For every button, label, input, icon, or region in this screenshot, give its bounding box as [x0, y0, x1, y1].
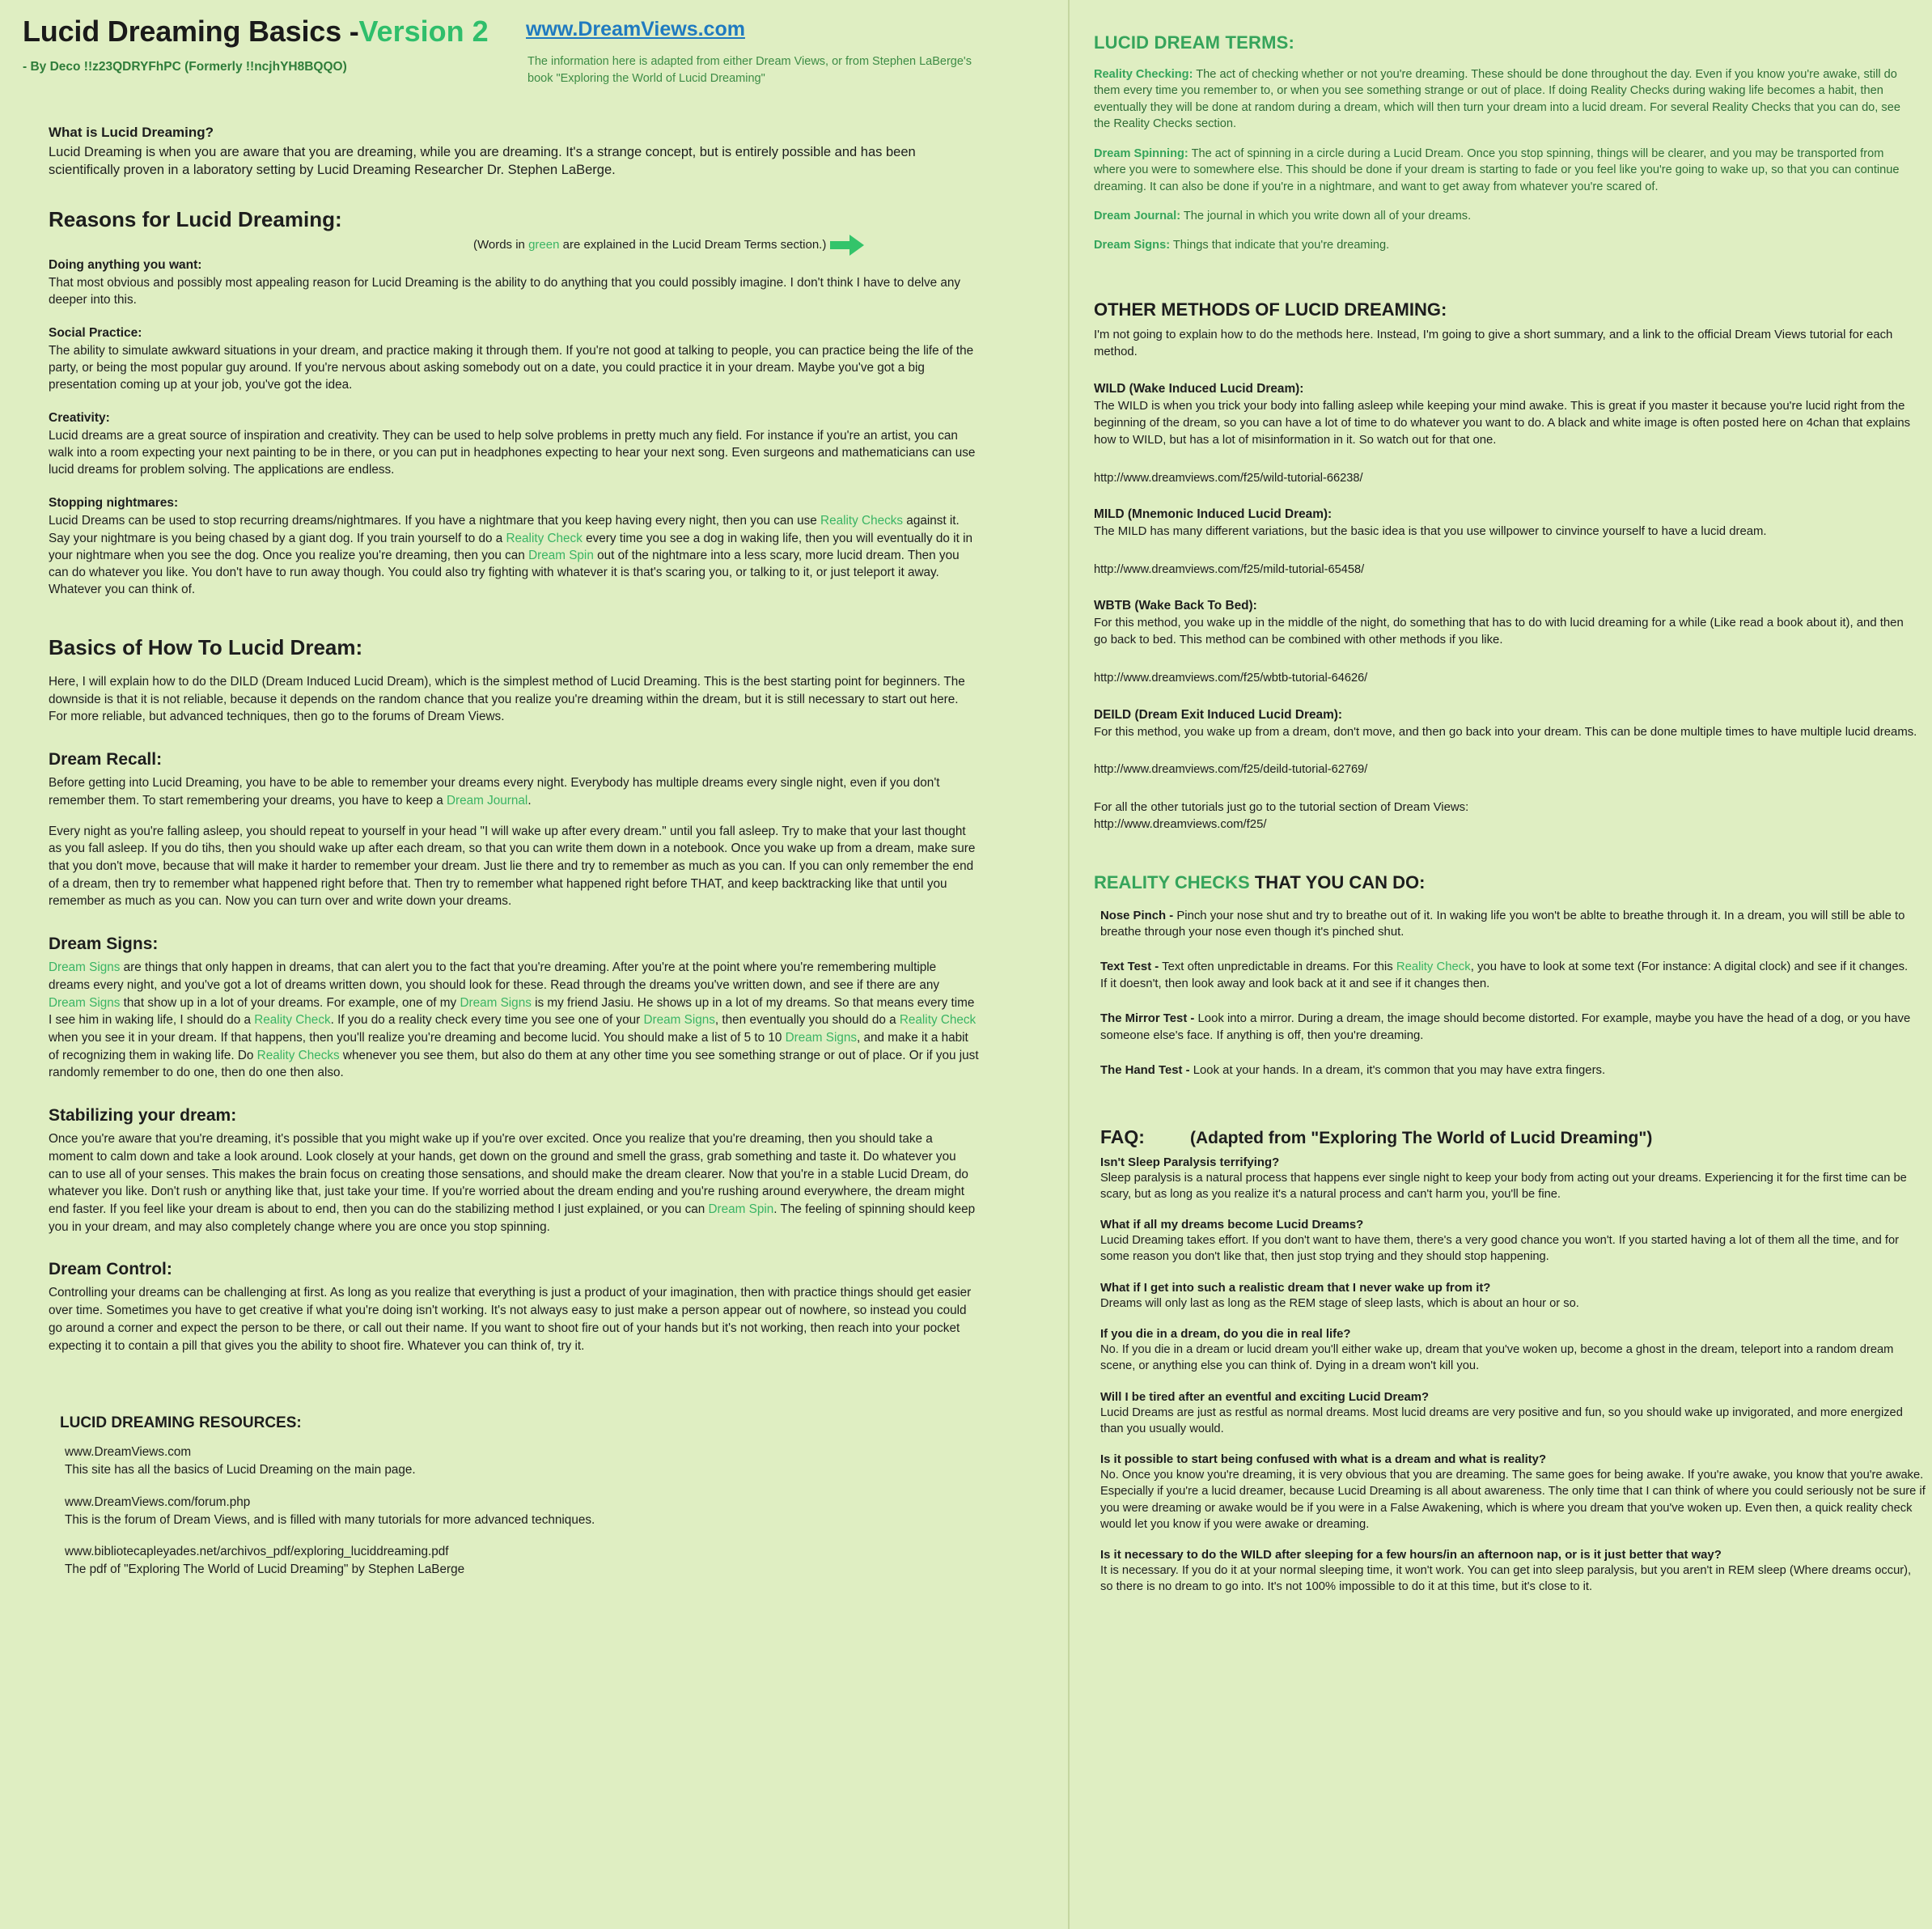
term-link: Reality Checks — [820, 514, 904, 528]
other-methods-heading: OTHER METHODS OF LUCID DREAMING: — [1094, 299, 1447, 320]
rc-text: Pinch your nose shut and try to breathe out of it. In waking life you won't be ablte to breathe through it. In a dream, you will still be able to breathe through your nose even though it's pinched shut. — [1100, 909, 1905, 939]
method-title: DEILD (Dream Exit Induced Lucid Dream): — [1094, 707, 1343, 722]
rc-name: Text Test - — [1100, 960, 1159, 974]
term-def: The act of checking whether or not you're dreaming. These should be done throughout the day. Even if you know you're awake, still do them every time you remember to, or when you see something strange or out of place. If doing Reality Checks during waking life becomes a habit, then eventually they will be done at random during a dream, which will then turn your dream into a lucid dream. For several Reality Checks that you can do, see the Reality Checks section. — [1094, 68, 1900, 131]
faq-answer: Lucid Dreaming takes effort. If you don't want to have them, there's a very good chance you won't. If you started having a lot of them all the time, and for some reason you don't like that, then just stop trying and they should stop happening. — [1100, 1234, 1900, 1264]
dream-signs-heading: Dream Signs: — [49, 935, 159, 954]
term-dream-journal — [1094, 208, 1919, 224]
reality-check-nose-pinch — [1100, 908, 1917, 942]
faq-item — [1100, 1391, 1926, 1438]
term-link: Dream Signs — [49, 995, 121, 1010]
reason-creativity — [49, 411, 979, 478]
term-link: Dream Spin — [528, 548, 594, 562]
term-name: Dream Journal: — [1094, 209, 1181, 223]
other-methods-intro: I'm not going to explain how to do the methods here. Instead, I'm going to give a short summary, and a link to the official Dream Views tutorial for each method. — [1094, 328, 1893, 358]
method-body: For this method, you wake up from a dream, don't move, and then go back into your dream. This can be done multiple times to have multiple lucid dreams. — [1094, 725, 1917, 739]
term-link: Reality Check — [1396, 960, 1471, 974]
stabilizing-body — [49, 1130, 979, 1236]
text-seg: Lucid Dreams can be used to stop recurring dreams/nightmares. If you have a nightmare that you keep having every night, then you can use — [49, 514, 821, 528]
method-title: WILD (Wake Induced Lucid Dream): — [1094, 382, 1304, 396]
faq-question: Will I be tired after an eventful and exciting Lucid Dream? — [1100, 1390, 1430, 1404]
faq-question: Is it possible to start being confused with what is a dream and what is reality? — [1100, 1453, 1547, 1467]
term-link: Reality Check — [506, 531, 583, 545]
text-seg: out of the nightmare into a less scary, more lucid dream. Then you can do whatever you like. You don't have to run away though. You could also try fighting with whatever it is that's scaring you, or talking to it, or just teleport it away. Whatever you can think of. — [49, 548, 960, 596]
term-link: Reality Check — [899, 1013, 977, 1028]
all-tutorials-note — [1094, 799, 1919, 833]
faq-answer: Dreams will only last as long as the REM stage of sleep lasts, which is about an hour or so. — [1100, 1296, 1579, 1310]
method-body: For this method, you wake up in the middle of the night, do something that has to do with lucid dreaming for a while (Like read a book about it), and then go back to bed. This method can be combined with other methods if you like. — [1094, 617, 1904, 647]
what-is-body: Lucid Dreaming is when you are aware that you are dreaming, while you are dreaming. It's a strange concept, but is entirely possible and has been scientifically proven in a laboratory setting by Lucid Dreaming Researcher Dr. Stephen LaBerge. — [49, 145, 916, 178]
reason-body: Lucid dreams are a great source of inspiration and creativity. They can be used to help solve problems in pretty much any field. For instance if you're an artist, you can walk into a room expecting your next painting to be in there, or you can put in headphones expecting to hear your next song. Even surgeons and mathematicians can use lucid dreams for problem solving. The applications are endless. — [49, 429, 976, 477]
resource-item — [65, 1494, 1049, 1528]
faq-answer: No. If you die in a dream or lucid dream you'll either wake up, dream that you've woken up, become a ghost in the dream, teleport into a random dream scene, or anything else you can think of. Dying in a dream won't kill you. — [1100, 1342, 1894, 1373]
term-def: Things that indicate that you're dreaming. — [1172, 239, 1390, 252]
term-link: Dream Spin — [708, 1202, 774, 1217]
reason-body: That most obvious and possibly most appealing reason for Lucid Dreaming is the ability to do anything that you could possibly imagine. I don't think I have to delve any deeper into this. — [49, 275, 961, 307]
resources-heading: LUCID DREAMING RESOURCES: — [60, 1414, 302, 1432]
byline: - By Deco !!z23QDRYFhPC (Formerly !!ncjhYH8BQQO) — [23, 60, 347, 74]
reality-check-text-test — [1100, 959, 1917, 993]
faq-subtitle: (Adapted from "Exploring The World of Lucid Dreaming") — [1189, 1128, 1653, 1147]
reason-body: The ability to simulate awkward situations in your dream, and practice making it through them. If you're not good at talking to people, you can practice being the life of the party, or being the most popular guy around. If you're nervous about asking somebody out on a date, you could practice it in your dream. Maybe you've got a big presentation coming up at your job, you've got the idea. — [49, 343, 974, 392]
faq-item — [1100, 1219, 1926, 1266]
text-seg: every time you see a dog in waking life, then you will eventually do it in your nightmare when you see the dog. Once you realize you're dreaming, then you can — [49, 531, 972, 562]
right-column — [1068, 0, 1932, 1929]
text-seg: when you see it in your dream. If that happens, then you'll realize you're dreaming and become lucid. You should make a list of 5 to 10 — [49, 1031, 786, 1045]
resource-url[interactable]: www.DreamViews.com/forum.php — [65, 1494, 251, 1509]
faq-answer: Lucid Dreams are just as restful as normal dreams. Most lucid dreams are very positive and fun, so you should wake up invigorated, and more energized than you usually would. — [1100, 1405, 1903, 1435]
method-wild — [1094, 382, 1919, 486]
rc-name: Nose Pinch - — [1100, 909, 1174, 922]
text-seg: , and make it a habit of recognizing them in waking life. Do — [49, 1031, 968, 1062]
faq-item — [1100, 1156, 1926, 1203]
faq-question: Isn't Sleep Paralysis terrifying? — [1100, 1155, 1280, 1169]
reality-checks-rest: THAT YOU CAN DO: — [1249, 871, 1426, 892]
term-name: Dream Spinning: — [1094, 146, 1188, 160]
resource-item — [65, 1543, 1049, 1578]
what-is-block — [49, 125, 979, 180]
resource-desc: This site has all the basics of Lucid Dreaming on the main page. — [65, 1463, 416, 1477]
reality-check-hand-test — [1100, 1062, 1917, 1079]
text-seg: . The feeling of spinning should keep you in your dream, and may also completely change where you are once you stop spinning. — [49, 1202, 976, 1234]
faq-answer: No. Once you know you're dreaming, it is very obvious that you are dreaming. The same goes for being awake. If you're awake, you know that you're awake. Especially if you're a lucid dreamer, because Lucid Dreaming is all about awareness. The only time that I can think of where you could seriously not be sure if you were dreaming or awake would be if you were in a False Awakening, which is where you dream that you've woken up. Even then, a quick reality check would let you know if you were awake or dreaming. — [1100, 1469, 1926, 1531]
dream-control-heading: Dream Control: — [49, 1260, 172, 1279]
text-seg: are things that only happen in dreams, that can alert you to the fact that you're dreaming. After you're at the point where you're remembering multiple dreams every night, and you've got a lot of dreams written down, you should look for these. Read through the dreams you've written down, and see if there are any — [49, 960, 940, 992]
method-url[interactable]: http://www.dreamviews.com/f25/deild-tutorial-62769/ — [1094, 763, 1368, 777]
reason-stopping-nightmares — [49, 496, 979, 598]
text-seg: is my friend Jasiu. He shows up in a lot of my dreams. So that means every time I see him in waking life, I should do a — [49, 995, 975, 1028]
term-dream-signs — [1094, 237, 1919, 253]
term-link: Dream Signs — [785, 1031, 858, 1045]
method-body: The MILD has many different variations, but the basic idea is that you use willpower to cinvince yourself to have a lucid dream. — [1094, 525, 1767, 539]
reason-title: Doing anything you want: — [49, 257, 202, 272]
term-def: The journal in which you write down all of your dreams. — [1183, 209, 1472, 223]
reason-title: Social Practice: — [49, 325, 142, 340]
all-tutorials-line1: For all the other tutorials just go to the tutorial section of Dream Views: — [1094, 800, 1469, 814]
method-mild — [1094, 507, 1919, 578]
reality-checks-heading — [1094, 872, 1911, 893]
method-body: The WILD is when you trick your body into falling asleep while keeping your mind awake. This is great if you master it because you're lucid right from the beginning of the dream, so you can have a lot of time to do whatever you want to do. A black and white image is often posted here on 4chan that explains how to WILD, but has a lot of misinformation in it. So watch out for that one. — [1094, 400, 1911, 447]
rc-text: Look into a mirror. During a dream, the image should become distorted. For example, maybe you have the head of a dog, or you have someone else's face. If anything is off, then you're dreaming. — [1100, 1011, 1911, 1042]
title-main-text: Lucid Dreaming Basics - — [23, 15, 359, 48]
term-link: Dream Signs — [49, 960, 121, 975]
green-note-pre: (Words in — [473, 237, 529, 252]
method-url[interactable]: http://www.dreamviews.com/f25/mild-tutorial-65458/ — [1094, 562, 1365, 576]
rc-text: , you have to look at some text (For instance: A digital clock) and see if it changes. If it doesn't, then look away and look back at it and see if it changes then. — [1100, 960, 1909, 991]
lucid-dream-terms-heading: LUCID DREAM TERMS: — [1094, 32, 1295, 53]
method-title: WBTB (Wake Back To Bed): — [1094, 599, 1257, 613]
method-wbtb — [1094, 599, 1919, 686]
dreamviews-link[interactable]: www.DreamViews.com — [526, 18, 745, 40]
rc-text: Text often unpredictable in dreams. For this — [1159, 960, 1396, 974]
faq-question: If you die in a dream, do you die in real life? — [1100, 1327, 1351, 1341]
resource-desc: The pdf of "Exploring The World of Lucid Dreaming" by Stephen LaBerge — [65, 1562, 465, 1576]
faq-item — [1100, 1549, 1926, 1596]
reality-check-mirror-test — [1100, 1011, 1917, 1045]
green-words-note — [473, 235, 864, 256]
faq-question: What if all my dreams become Lucid Dreams? — [1100, 1219, 1364, 1232]
dream-recall-p2: Every night as you're falling asleep, you should repeat to yourself in your head "I will wake up after every dream." until you fall asleep. Try to make that your last thought as you fall asleep. If you do tihs, then you should wake up after each dream, so that you can write them down in a notebook. Once you wake up from a dream, make sure that you don't move, because that will make it harder to remember your dream. Just lie there and try to remember as much as you can. If you can only remember the end of a dream, then try to remember what happened right before that. Then try to remember what happened right before THAT, and keep backtracking like that until you remember as much as you can. Now you can turn over and write down your dreams. — [49, 824, 976, 909]
term-link: Reality Checks — [256, 1048, 340, 1062]
term-link: Reality Check — [254, 1013, 331, 1028]
faq-answer: Sleep paralysis is a natural process that happens ever single night to keep your body from acting out your dreams. Experiencing it for the first time can be scary, but as long as you realize it's a natural process and can't harm you, you'll be fine. — [1100, 1171, 1907, 1201]
resource-url[interactable]: www.DreamViews.com — [65, 1445, 192, 1460]
text-seg: . — [527, 793, 532, 808]
faq-item — [1100, 1328, 1926, 1375]
rc-text: Look at your hands. In a dream, it's common that you may have extra fingers. — [1189, 1063, 1606, 1077]
dream-recall-heading: Dream Recall: — [49, 750, 163, 769]
faq-question: Is it necessary to do the WILD after sleeping for a few hours/in an afternoon nap, or is it just better that way? — [1100, 1549, 1722, 1562]
resource-desc: This is the forum of Dream Views, and is filled with many tutorials for more advanced techniques. — [65, 1512, 595, 1527]
text-seg: against it. Say your nightmare is you being chased by a giant dog. If you train yourself to do a — [49, 514, 960, 545]
term-name: Reality Checking: — [1094, 68, 1193, 81]
stabilizing-heading: Stabilizing your dream: — [49, 1106, 237, 1126]
rc-name: The Hand Test - — [1100, 1063, 1190, 1077]
resource-item — [65, 1444, 1049, 1478]
method-deild — [1094, 708, 1919, 778]
dream-control-body: Controlling your dreams can be challenging at first. As long as you realize that everything is just a product of your imagination, then with practice things should get easier over time. Sometimes you have to get creative if what you're doing isn't working. It's not always easy to just make a person appear out of nowhere, so instead you could go around a corner and expect the person to be there, or call out their name. If you want to shoot fire out of your hands but it's not working, then reach into your pocket expecting it to contain a pill that gives you the ability to shoot fire. Whatever you can think of, try it. — [49, 1286, 972, 1353]
green-note-word: green — [528, 237, 560, 252]
reason-title: Creativity: — [49, 411, 110, 426]
title-version-text: Version 2 — [358, 15, 489, 48]
term-reality-checking — [1094, 66, 1919, 133]
faq-title: FAQ: — [1100, 1126, 1145, 1147]
basics-heading: Basics of How To Lucid Dream: — [49, 634, 363, 659]
reality-checks-accent: REALITY CHECKS — [1094, 871, 1250, 892]
method-url[interactable]: http://www.dreamviews.com/f25/wbtb-tutorial-64626/ — [1094, 672, 1368, 685]
term-link: Dream Signs — [460, 995, 532, 1010]
term-link: Dream Journal — [447, 793, 528, 808]
faq-item — [1100, 1282, 1926, 1312]
text-seg: . If you do a reality check every time you see one of your — [330, 1013, 644, 1028]
term-dream-spinning — [1094, 146, 1919, 195]
reason-social-practice — [49, 326, 979, 393]
term-name: Dream Signs: — [1094, 239, 1171, 252]
resource-url[interactable]: www.bibliotecapleyades.net/archivos_pdf/exploring_luciddreaming.pdf — [65, 1545, 449, 1559]
text-seg: that show up in a lot of your dreams. For example, one of my — [120, 995, 460, 1010]
text-seg: Once you're aware that you're dreaming, it's possible that you might wake up if you're over excited. Once you realize that you're dreaming, then you should take a moment to calm down and take a look around. Look closely at your hands, get down on the ground and smell the grass, grab something and taste it. Do whatever you can to use all of your senses. This makes the brain focus on creating those sensations, and should make the dream clearer. Now that you're in a stable Lucid Dream, do whatever you like. Don't rush or anything like that, just take your time. If you're worried about the dream ending and you're rushing around everywhere, the dream might end faster. If you feel like your dream is about to end, then you can do the stabilizing method I just explained, or you can — [49, 1132, 968, 1217]
reason-doing-anything — [49, 258, 979, 308]
reason-body — [49, 512, 979, 598]
reason-title: Stopping nightmares: — [49, 496, 179, 511]
basics-body: Here, I will explain how to do the DILD (Dream Induced Lucid Dream), which is the simplest method of Lucid Dreaming. This is the best starting point for beginners. The downside is that it is not reliable, because it depends on the random chance that you realize you're dreaming within the dream, but it is still necessary to start out here. For more reliable, but advanced techniques, then go to the forums of Dream Views. — [49, 674, 965, 724]
green-note-post: are explained in the Lucid Dream Terms section.) — [559, 237, 827, 252]
right-arrow-icon — [830, 238, 864, 252]
dream-recall-p1 — [49, 774, 979, 809]
text-seg: whenever you see them, but also do them at any other time you see something strange or out of place. Or if you just randomly remember to do one, then do one then also. — [49, 1048, 979, 1080]
rc-name: The Mirror Test - — [1100, 1011, 1195, 1025]
reasons-heading: Reasons for Lucid Dreaming: — [49, 206, 342, 231]
faq-item — [1100, 1453, 1926, 1533]
method-url[interactable]: http://www.dreamviews.com/f25/wild-tutorial-66238/ — [1094, 471, 1363, 485]
dream-signs-body — [49, 959, 979, 1082]
term-link: Dream Signs — [643, 1013, 715, 1028]
term-def: The act of spinning in a circle during a Lucid Dream. Once you stop spinning, things will be clearer, and you may be transported from where you were to somewhere else. This should be done if your dream is starting to fade or you feel like you're going to wake up, so that you can continue dreaming. It can also be done if you're in a nightmare, and want to get away from whatever you're scared of. — [1094, 146, 1900, 193]
text-seg: Before getting into Lucid Dreaming, you have to be able to remember your dreams every night. Everybody has multiple dreams every single night, even if you don't remember them. To start remembering your dreams, you have to keep a — [49, 776, 940, 808]
faq-question: What if I get into such a realistic dream that I never wake up from it? — [1100, 1281, 1491, 1295]
faq-answer: It is necessary. If you do it at your normal sleeping time, it won't work. You can get into sleep paralysis, but you aren't in REM sleep (Where dreams occur), so there is no dream to go into. It's not 100% impossible to do it at this time, but it's close to it. — [1100, 1564, 1912, 1594]
method-title: MILD (Mnemonic Induced Lucid Dream): — [1094, 507, 1332, 522]
text-seg: , then eventually you should do a — [714, 1013, 900, 1028]
source-note: The information here is adapted from either Dream Views, or from Stephen LaBerge's book "Exploring the World of Lucid Dreaming" — [527, 55, 972, 86]
what-is-heading: What is Lucid Dreaming? — [49, 125, 214, 140]
faq-heading — [1100, 1126, 1911, 1148]
all-tutorials-line2[interactable]: http://www.dreamviews.com/f25/ — [1094, 817, 1267, 831]
